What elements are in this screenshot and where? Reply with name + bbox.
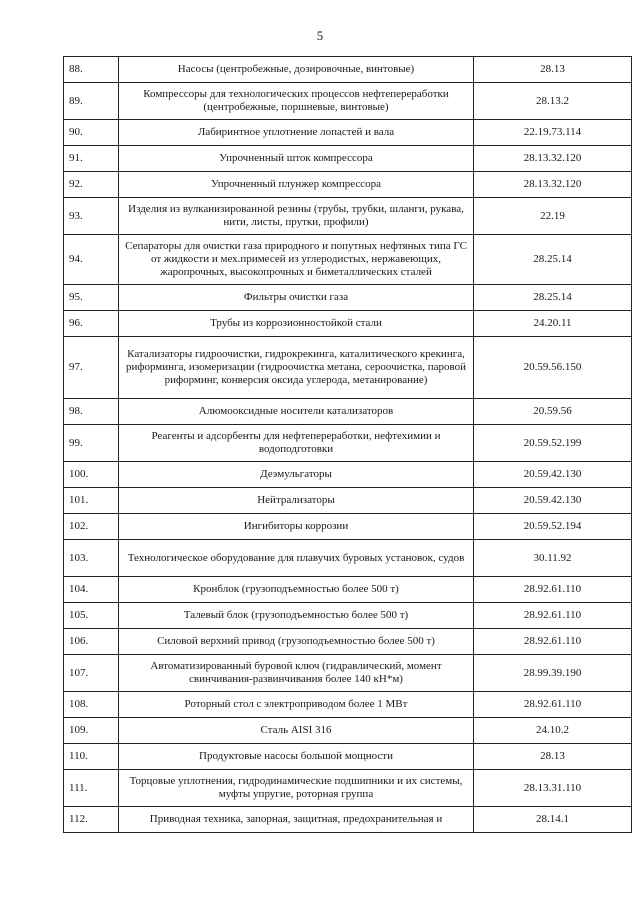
- row-number: 103.: [64, 540, 119, 577]
- row-code: 22.19.73.114: [474, 120, 632, 146]
- row-number: 95.: [64, 285, 119, 311]
- table-row: [64, 770, 632, 807]
- row-description: Силовой верхний привод (грузоподъемностью более 500 т): [119, 629, 474, 655]
- row-description: Изделия из вулканизированной резины (трубы, трубки, шланги, рукава, нити, листы, прутки, профили): [119, 198, 474, 235]
- row-description: Деэмульгаторы: [119, 462, 474, 488]
- row-number: 96.: [64, 311, 119, 337]
- row-code: 20.59.56.150: [474, 337, 632, 399]
- row-code: 28.14.1: [474, 807, 632, 833]
- table-row: [64, 577, 632, 603]
- row-number: 106.: [64, 629, 119, 655]
- row-code: 24.20.11: [474, 311, 632, 337]
- row-description: Реагенты и адсорбенты для нефтепереработки, нефтехимии и водоподготовки: [119, 425, 474, 462]
- row-description: Сепараторы для очистки газа природного и попутных нефтяных типа ГС от жидкости и мех.примесей из углеродистых, нержавеющих, жаропрочных, высокопрочных и биметаллических сталей: [119, 235, 474, 285]
- row-number: 112.: [64, 807, 119, 833]
- row-description: Кронблок (грузоподъемностью более 500 т): [119, 577, 474, 603]
- table-row: [64, 603, 632, 629]
- row-description: Трубы из коррозионностойкой стали: [119, 311, 474, 337]
- row-number: 108.: [64, 692, 119, 718]
- row-number: 100.: [64, 462, 119, 488]
- row-code: 20.59.42.130: [474, 488, 632, 514]
- row-description: Ингибиторы коррозии: [119, 514, 474, 540]
- row-code: 28.99.39.190: [474, 655, 632, 692]
- table-row: [64, 146, 632, 172]
- row-code: 28.25.14: [474, 235, 632, 285]
- table-row: [64, 540, 632, 577]
- row-code: 30.11.92: [474, 540, 632, 577]
- row-number: 97.: [64, 337, 119, 399]
- row-description: Технологическое оборудование для плавучих буровых установок, судов: [119, 540, 474, 577]
- row-description: Фильтры очистки газа: [119, 285, 474, 311]
- table-row: [64, 285, 632, 311]
- row-code: 20.59.56: [474, 399, 632, 425]
- row-code: 20.59.52.199: [474, 425, 632, 462]
- products-table: [63, 56, 632, 833]
- row-code: 28.13.32.120: [474, 146, 632, 172]
- table-row: [64, 488, 632, 514]
- table-row: [64, 629, 632, 655]
- table-row: [64, 337, 632, 399]
- row-number: 90.: [64, 120, 119, 146]
- page-number: 5: [316, 28, 324, 43]
- table-row: [64, 744, 632, 770]
- row-code: 28.92.61.110: [474, 603, 632, 629]
- row-number: 110.: [64, 744, 119, 770]
- row-description: Нейтрализаторы: [119, 488, 474, 514]
- row-description: Компрессоры для технологических процессов нефтепереработки (центробежные, поршневые, винтовые): [119, 83, 474, 120]
- table-row: [64, 399, 632, 425]
- row-number: 109.: [64, 718, 119, 744]
- table-row: [64, 514, 632, 540]
- table-row: [64, 462, 632, 488]
- row-number: 91.: [64, 146, 119, 172]
- row-number: 98.: [64, 399, 119, 425]
- row-number: 102.: [64, 514, 119, 540]
- table-row: [64, 807, 632, 833]
- row-code: 20.59.52.194: [474, 514, 632, 540]
- row-description: Сталь AISI 316: [119, 718, 474, 744]
- row-number: 105.: [64, 603, 119, 629]
- row-number: 107.: [64, 655, 119, 692]
- row-code: 28.25.14: [474, 285, 632, 311]
- row-number: 92.: [64, 172, 119, 198]
- table-row: [64, 655, 632, 692]
- table-row: [64, 311, 632, 337]
- row-code: 28.13: [474, 57, 632, 83]
- table-row: [64, 57, 632, 83]
- row-code: 28.92.61.110: [474, 629, 632, 655]
- table-row: [64, 120, 632, 146]
- row-code: 28.13: [474, 744, 632, 770]
- row-description: Талевый блок (грузоподъемностью более 500 т): [119, 603, 474, 629]
- row-code: 28.92.61.110: [474, 577, 632, 603]
- table-row: [64, 718, 632, 744]
- row-description: Катализаторы гидроочистки, гидрокрекинга, каталитического крекинга, риформинга, изомеризации (гидроочистка метана, сероочистка, паровой риформинг, конверсия оксида углерода, метанирование): [119, 337, 474, 399]
- row-code: 24.10.2: [474, 718, 632, 744]
- table-row: [64, 692, 632, 718]
- row-number: 93.: [64, 198, 119, 235]
- row-number: 111.: [64, 770, 119, 807]
- row-number: 88.: [64, 57, 119, 83]
- table-row: [64, 83, 632, 120]
- row-number: 104.: [64, 577, 119, 603]
- row-code: 20.59.42.130: [474, 462, 632, 488]
- row-description: Насосы (центробежные, дозировочные, винтовые): [119, 57, 474, 83]
- row-description: Упрочненный шток компрессора: [119, 146, 474, 172]
- row-description: Продуктовые насосы большой мощности: [119, 744, 474, 770]
- row-description: Роторный стол с электроприводом более 1 МВт: [119, 692, 474, 718]
- row-description: Автоматизированный буровой ключ (гидравлический, момент свинчивания-развинчивания более 140 кН*м): [119, 655, 474, 692]
- row-code: 28.13.2: [474, 83, 632, 120]
- table-row: [64, 235, 632, 285]
- row-number: 89.: [64, 83, 119, 120]
- row-code: 28.13.32.120: [474, 172, 632, 198]
- row-description: Упрочненный плунжер компрессора: [119, 172, 474, 198]
- row-description: Торцовые уплотнения, гидродинамические подшипники и их системы, муфты упругие, роторная группа: [119, 770, 474, 807]
- row-description: Приводная техника, запорная, защитная, предохранительная и: [119, 807, 474, 833]
- table-row: [64, 425, 632, 462]
- row-number: 101.: [64, 488, 119, 514]
- row-code: 22.19: [474, 198, 632, 235]
- row-number: 99.: [64, 425, 119, 462]
- table-row: [64, 198, 632, 235]
- row-code: 28.13.31.110: [474, 770, 632, 807]
- row-description: Лабиринтное уплотнение лопастей и вала: [119, 120, 474, 146]
- row-description: Алюмооксидные носители катализаторов: [119, 399, 474, 425]
- row-number: 94.: [64, 235, 119, 285]
- table-row: [64, 172, 632, 198]
- row-code: 28.92.61.110: [474, 692, 632, 718]
